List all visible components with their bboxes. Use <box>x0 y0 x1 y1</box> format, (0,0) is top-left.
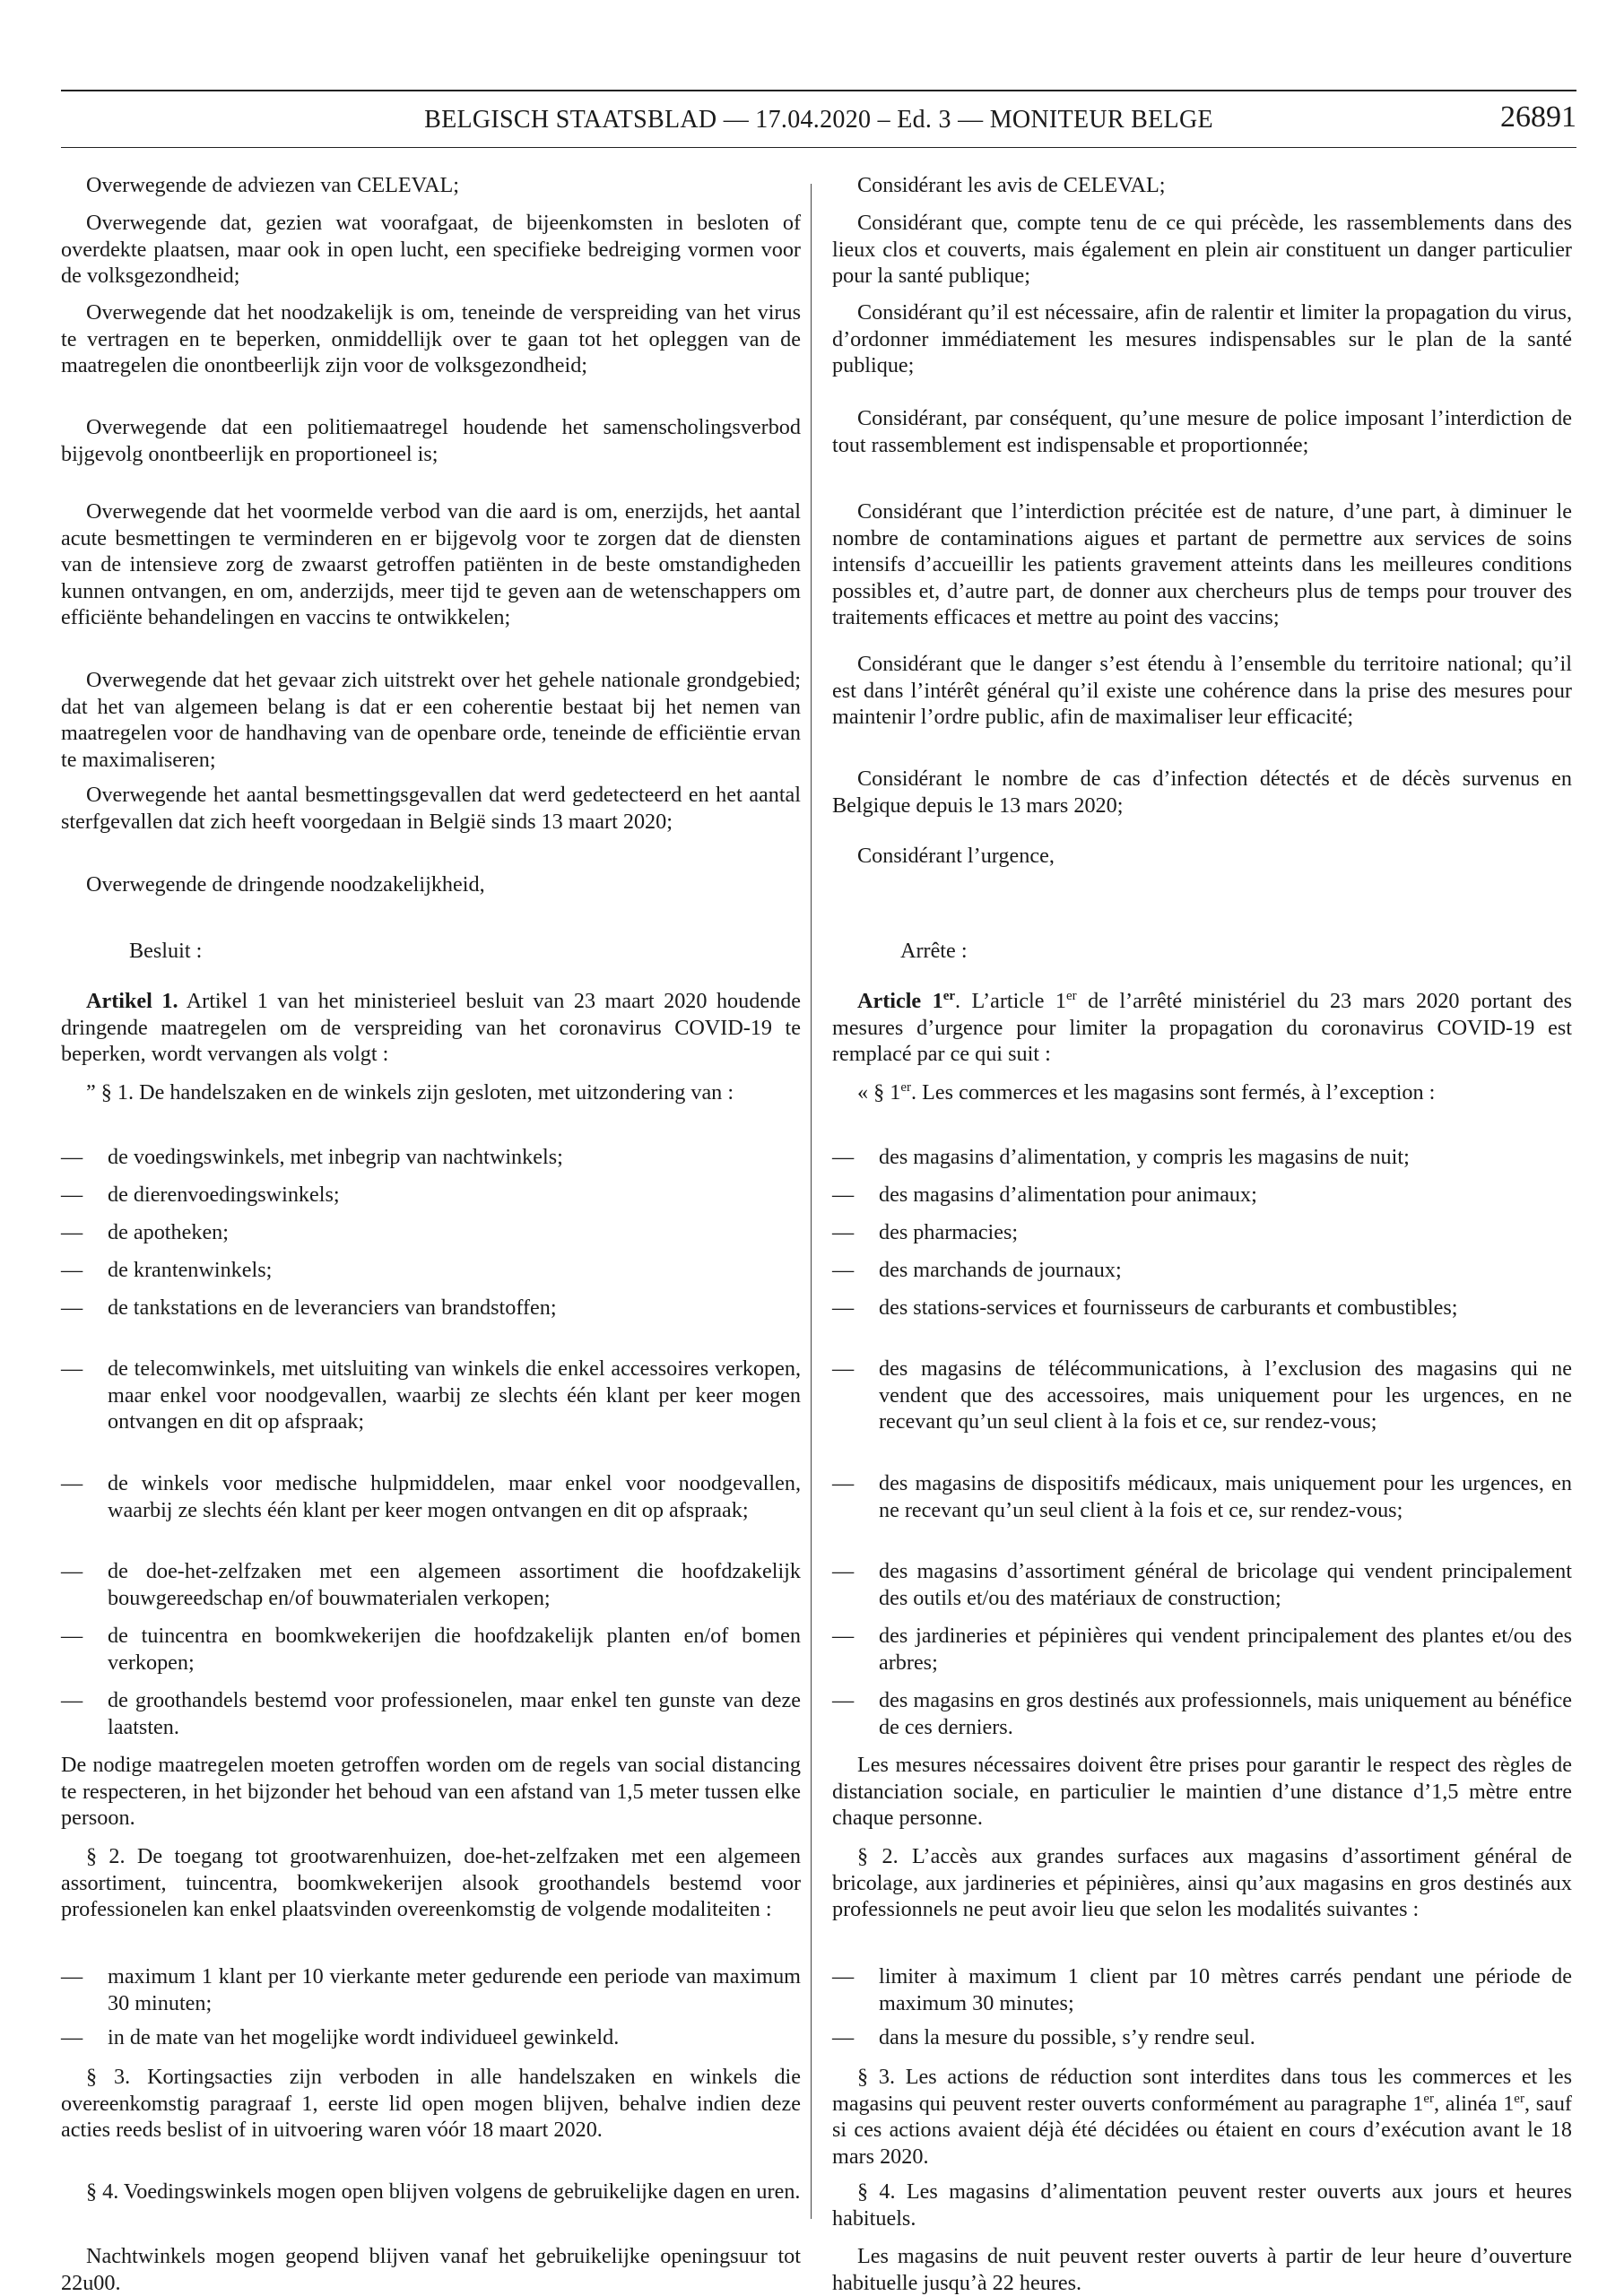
fr-list-item <box>832 1144 1572 1171</box>
fr-list-item-text: des stations-services et fournisseurs de carburants et combustibles; <box>879 1295 1458 1320</box>
fr-night-shops: Les magasins de nuit peuvent rester ouverts à partir de leur heure d’ouverture habituelle jusqu’à 22 heures. <box>832 2244 1572 2295</box>
fr-paragraph-1 <box>832 1079 1572 1106</box>
nl-list-item <box>61 1558 801 1611</box>
nl-paragraph-4: § 4. Voedingswinkels mogen open blijven volgens de gebruikelijke dagen en uren. <box>86 2179 801 2204</box>
nl-besluit-heading: Besluit : <box>129 939 203 963</box>
fr-paragraph-3-b: , alinéa 1 <box>1434 2091 1515 2116</box>
column-divider <box>811 184 812 2219</box>
fr-list-item-text: des marchands de journaux; <box>879 1258 1122 1282</box>
nl-list-item-text: de tankstations en de leveranciers van brandstoffen; <box>108 1295 557 1320</box>
fr-list-item-text: des magasins d’assortiment général de bricolage qui vendent principalement des outils et/ou des matériaux de construction; <box>879 1559 1572 1610</box>
dash-mark: — <box>832 1559 855 1583</box>
dash-mark: — <box>61 1624 83 1648</box>
fr-list-item-text: des magasins d’alimentation, y compris les magasins de nuit; <box>879 1145 1410 1169</box>
dash-mark: — <box>61 2025 83 2049</box>
fr-article-text-sup: er <box>1066 988 1077 1003</box>
fr-consideration-8: Considérant l’urgence, <box>857 844 1055 868</box>
dash-mark: — <box>61 1258 83 1282</box>
fr-list-item <box>832 1182 1572 1209</box>
nl-night-shops: Nachtwinkels mogen geopend blijven vanaf het gebruikelijke openingsuur tot 22u00. <box>61 2244 801 2295</box>
fr-paragraph-1-b: . Les commerces et les magasins sont fermés, à l’exception : <box>911 1080 1436 1105</box>
dash-mark: — <box>61 1559 83 1583</box>
dash-mark: — <box>832 1145 855 1169</box>
fr-list-item-text: des magasins en gros destinés aux professionnels, mais uniquement au bénéfice de ces derniers. <box>879 1688 1572 1739</box>
fr-list-item <box>832 1356 1572 1435</box>
fr-list-item-text: des magasins de dispositifs médicaux, mais uniquement pour les urgences, en ne recevant qu’un seul client à la fois et ce, sur rendez-vous; <box>879 1471 1572 1522</box>
dash-mark: — <box>832 1471 855 1495</box>
nl-consideration-6: Overwegende dat het gevaar zich uitstrekt over het gehele nationale grondgebied; dat het van algemeen belang is dat er een coherentie bestaat bij het nemen van maatregelen voor de handhaving van de openbare orde, teneinde de efficiëntie ervan te maximaliseren; <box>61 668 801 772</box>
nl-list-item-text: de groothandels bestemd voor professionelen, maar enkel ten gunste van deze laatsten. <box>108 1688 801 1739</box>
nl-consideration-8: Overwegende de dringende noodzakelijkheid, <box>86 872 485 897</box>
nl-list-item <box>61 2024 801 2051</box>
fr-paragraph-2: § 2. L’accès aux grandes surfaces aux magasins d’assortiment général de bricolage, aux jardineries et pépinières, ainsi qu’aux magasins en gros destinés aux professionnels ne peut avoir lieu que selon les modalités suivantes : <box>832 1844 1572 1922</box>
nl-list-item <box>61 1182 801 1209</box>
fr-paragraph-3-sup2: er <box>1514 2091 1524 2106</box>
fr-list-item-text: limiter à maximum 1 client par 10 mètres carrés pendant une période de maximum 30 minutes; <box>879 1964 1572 2015</box>
fr-list-item <box>832 1687 1572 1740</box>
fr-list-item-text: dans la mesure du possible, s’y rendre seul. <box>879 2025 1255 2049</box>
dash-mark: — <box>61 1295 83 1320</box>
dash-mark: — <box>61 1220 83 1244</box>
fr-consideration-3: Considérant qu’il est nécessaire, afin de ralentir et limiter la propagation du virus, d’ordonner immédiatement les mesures indispensables sur le plan de la santé publique; <box>832 300 1572 378</box>
fr-list-item-text: des jardineries et pépinières qui vendent principalement des plantes et/ou des arbres; <box>879 1624 1572 1675</box>
fr-article-label-text: Article 1 <box>857 989 943 1013</box>
nl-list-item-text: de doe-het-zelfzaken met een algemeen assortiment die hoofdzakelijk bouwgereedschap en/of bouwmaterialen verkopen; <box>108 1559 801 1610</box>
nl-list-item <box>61 1295 801 1321</box>
nl-measures: De nodige maatregelen moeten getroffen worden om de regels van social distancing te respecteren, in het bijzonder het behoud van een afstand van 1,5 meter tussen elke persoon. <box>61 1753 801 1831</box>
dash-mark: — <box>61 1145 83 1169</box>
nl-list-item-text: de krantenwinkels; <box>108 1258 273 1282</box>
nl-list-item <box>61 1623 801 1676</box>
dash-mark: — <box>832 1183 855 1207</box>
fr-list-item <box>832 2024 1572 2051</box>
dash-mark: — <box>832 1356 855 1381</box>
fr-list-item-text: des magasins d’alimentation pour animaux; <box>879 1183 1257 1207</box>
fr-list-item <box>832 1963 1572 2016</box>
fr-paragraph-1-a: « § 1 <box>857 1080 901 1105</box>
fr-paragraph-1-sup: er <box>900 1079 912 1095</box>
nl-list-item <box>61 1144 801 1171</box>
nl-list-item-text: de tuincentra en boomkwekerijen die hoofdzakelijk planten en/of bomen verkopen; <box>108 1624 801 1675</box>
fr-article-text-b: de l’arrêté ministériel du 23 mars 2020 portant des mesures d’urgence pour limiter la propagation du coronavirus COVID-19 est remplacé par ce qui suit : <box>832 989 1573 1067</box>
dash-mark: — <box>832 1964 855 1988</box>
fr-article-text-a: . L’article 1 <box>955 989 1067 1013</box>
dash-mark: — <box>61 1688 83 1712</box>
header-bottom-rule <box>61 147 1576 148</box>
dash-mark: — <box>61 1964 83 1988</box>
dash-mark: — <box>61 1183 83 1207</box>
nl-article-label: Artikel 1. <box>86 989 178 1013</box>
fr-arrete-heading: Arrête : <box>900 939 968 963</box>
nl-list-item-text: maximum 1 klant per 10 vierkante meter gedurende een periode van maximum 30 minuten; <box>108 1964 801 2015</box>
nl-paragraph-1: ” § 1. De handelszaken en de winkels zijn gesloten, met uitzondering van : <box>86 1080 734 1105</box>
fr-article-label <box>857 989 955 1013</box>
fr-consideration-7: Considérant le nombre de cas d’infection détectés et de décès survenus en Belgique depuis le 13 mars 2020; <box>832 767 1572 818</box>
nl-consideration-1: Overwegende de adviezen van CELEVAL; <box>86 173 459 197</box>
page-header <box>61 90 1576 152</box>
nl-list-item <box>61 1356 801 1435</box>
nl-article-1 <box>61 988 801 1068</box>
nl-consideration-5: Overwegende dat het voormelde verbod van die aard is om, enerzijds, het aantal acute besmettingen te verminderen en er bijgevolg voor te zorgen dat de diensten van de intensieve zorg de zwaarst getroffen patiënten in de beste omstandigheden kunnen ontvangen, en om, anderzijds, meer tijd te geven aan de wetenschappers om efficiënte behandelingen en vaccins te ontwikkelen; <box>61 499 801 630</box>
fr-consideration-1: Considérant les avis de CELEVAL; <box>857 173 1166 197</box>
fr-list-item-text: des pharmacies; <box>879 1220 1019 1244</box>
fr-consideration-2: Considérant que, compte tenu de ce qui précède, les rassemblements dans des lieux clos et couverts, mais également en plein air constituent un danger particulier pour la santé publique; <box>832 211 1572 289</box>
nl-article-text: Artikel 1 van het ministerieel besluit van 23 maart 2020 houdende dringende maatregelen om de verspreiding van het coronavirus COVID-19 te beperken, wordt vervangen als volgt : <box>61 989 802 1067</box>
fr-paragraph-3-sup1: er <box>1423 2091 1435 2106</box>
fr-paragraph-3 <box>832 2064 1572 2170</box>
fr-list-item <box>832 1219 1572 1246</box>
nl-paragraph-2: § 2. De toegang tot grootwarenhuizen, doe-het-zelfzaken met een algemeen assortiment, tuincentra, boomkwekerijen alsook groothandels bestemd voor professionelen kan enkel plaatsvinden overeenkomstig de volgende modaliteiten : <box>61 1844 801 1922</box>
nl-list-item <box>61 1470 801 1523</box>
dash-mark: — <box>832 1220 855 1244</box>
nl-list-item-text: in de mate van het mogelijke wordt individueel gewinkeld. <box>108 2025 620 2049</box>
fr-consideration-5: Considérant que l’interdiction précitée est de nature, d’une part, à diminuer le nombre de contaminations aigues et partant de permettre aux services de soins intensifs d’accueillir les patients gravement atteints dans les meilleures conditions possibles et, d’autre part, de donner aux chercheurs plus de temps pour trouver des traitements efficaces et mettre au point des vaccins; <box>832 499 1572 630</box>
nl-list-item-text: de voedingswinkels, met inbegrip van nachtwinkels; <box>108 1145 563 1169</box>
nl-list-item <box>61 1963 801 2016</box>
fr-list-item <box>832 1257 1572 1284</box>
nl-list-item-text: de winkels voor medische hulpmiddelen, maar enkel voor noodgevallen, waarbij ze slechts één klant per keer mogen ontvangen en dit op afspraak; <box>108 1471 801 1522</box>
fr-list-item <box>832 1558 1572 1611</box>
dash-mark: — <box>61 1471 83 1495</box>
nl-list-item-text: de apotheken; <box>108 1220 229 1244</box>
header-top-rule <box>61 90 1576 91</box>
dash-mark: — <box>61 1356 83 1381</box>
nl-paragraph-3: § 3. Kortingsacties zijn verboden in alle handelszaken en winkels die overeenkomstig paragraaf 1, eerste lid open mogen blijven, behalve indien deze acties reeds beslist of in uitvoering waren vóór 18 maart 2020. <box>61 2065 801 2143</box>
dash-mark: — <box>832 1295 855 1320</box>
dash-mark: — <box>832 1688 855 1712</box>
fr-measures: Les mesures nécessaires doivent être prises pour garantir le respect des règles de distanciation sociale, en particulier le maintien d’une distance d’1,5 mètre entre chaque personne. <box>832 1753 1572 1831</box>
nl-list-item-text: de telecomwinkels, met uitsluiting van winkels die enkel accessoires verkopen, maar enkel voor noodgevallen, waarbij ze slechts één klant per keer mogen ontvangen en dit op afspraak; <box>108 1356 801 1434</box>
fr-list-item <box>832 1470 1572 1523</box>
nl-consideration-4: Overwegende dat een politiemaatregel houdende het samenscholingsverbod bijgevolg onontbeerlijk en proportioneel is; <box>61 415 801 466</box>
fr-article-label-sup: er <box>942 988 956 1003</box>
dash-mark: — <box>832 2025 855 2049</box>
page-number: 26891 <box>1500 100 1576 134</box>
fr-paragraph-4: § 4. Les magasins d’alimentation peuvent rester ouverts aux jours et heures habituels. <box>832 2179 1572 2231</box>
fr-article-1 <box>832 988 1572 1068</box>
nl-consideration-7: Overwegende het aantal besmettingsgevallen dat werd gedetecteerd en het aantal sterfgevallen dat zich heeft voorgedaan in België sinds 13 maart 2020; <box>61 783 801 834</box>
nl-list-item-text: de dierenvoedingswinkels; <box>108 1183 340 1207</box>
dash-mark: — <box>832 1624 855 1648</box>
dash-mark: — <box>832 1258 855 1282</box>
nl-list-item <box>61 1687 801 1740</box>
fr-list-item <box>832 1623 1572 1676</box>
fr-paragraph-3-c: , sauf si ces actions avaient déjà été décidées ou étaient en cours d’exécution avant le 18 mars 2020. <box>832 2091 1572 2169</box>
fr-consideration-4: Considérant, par conséquent, qu’une mesure de police imposant l’interdiction de tout rassemblement est indispensable et proportionnée; <box>832 406 1572 457</box>
nl-list-item <box>61 1257 801 1284</box>
fr-list-item-text: des magasins de télécommunications, à l’exclusion des magasins qui ne vendent que des accessoires, mais uniquement pour les urgences, en ne recevant qu’un seul client à la fois et ce, sur rendez-vous; <box>879 1356 1572 1434</box>
fr-consideration-6: Considérant que le danger s’est étendu à l’ensemble du territoire national; qu’il est dans l’intérêt général qu’il existe une cohérence dans la prise des mesures pour maintenir l’ordre public, afin de maximaliser leur efficacité; <box>832 652 1572 730</box>
header-title: BELGISCH STAATSBLAD — 17.04.2020 – Ed. 3 — MONITEUR BELGE <box>424 106 1213 134</box>
nl-consideration-3: Overwegende dat het noodzakelijk is om, teneinde de verspreiding van het virus te vertragen en te beperken, onmiddellijk over te gaan tot het opleggen van de maatregelen die onontbeerlijk zijn voor de volksgezondheid; <box>61 300 801 378</box>
nl-consideration-2: Overwegende dat, gezien wat voorafgaat, de bijeenkomsten in besloten of overdekte plaatsen, maar ook in open lucht, een specifieke bedreiging vormen voor de volksgezondheid; <box>61 211 801 289</box>
nl-list-item <box>61 1219 801 1246</box>
fr-list-item <box>832 1295 1572 1321</box>
fr-paragraph-3-a: § 3. Les actions de réduction sont interdites dans tous les commerces et les magasins qui peuvent rester ouverts conformément au paragraphe 1 <box>832 2065 1572 2116</box>
